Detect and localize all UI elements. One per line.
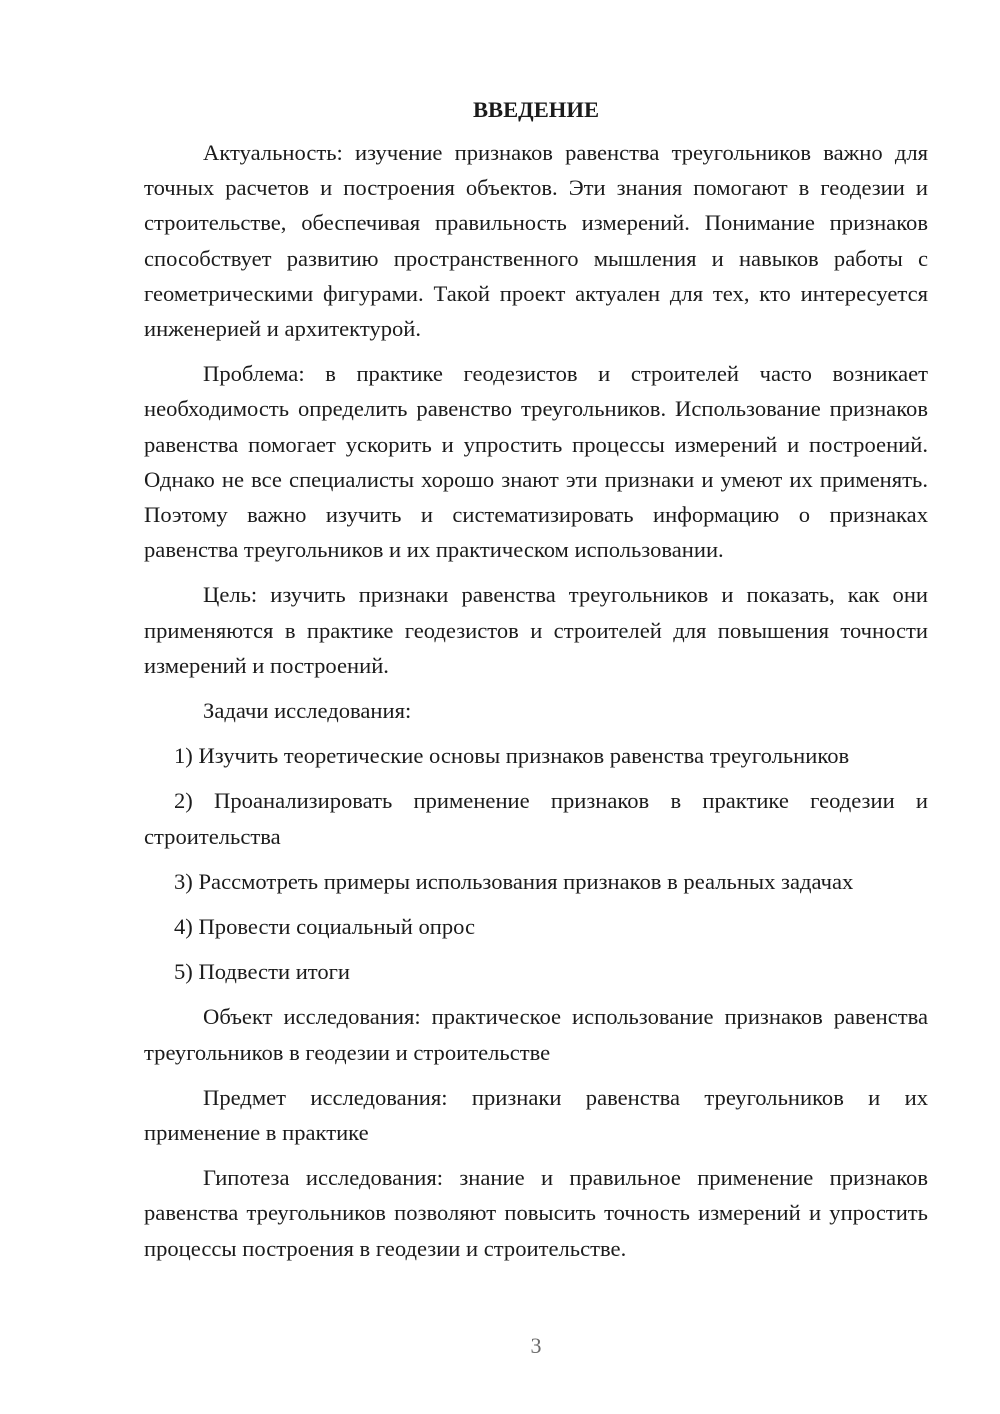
page-content xyxy=(144,92,928,1276)
list-item: 4) Провести социальный опрос xyxy=(174,914,476,940)
list-item: 2) Проанализировать применение признаков в практике геодезии и строительства xyxy=(144,788,928,849)
paragraph-relevance: Актуальность: изучение признаков равенства треугольников важно для точных расчетов и построения объектов. Эти знания помогают в геодезии и строительстве, обеспечивая правильность измерений. Понимание признаков способствует развитию пространственного мышления и навыков работы с геометрическими фигурами. Такой проект актуален для тех, кто интересуется инженерией и архитектурой. xyxy=(144,140,928,342)
tasks-title: Задачи исследования: xyxy=(203,698,412,724)
paragraph-object: Объект исследования: практическое использование признаков равенства треугольников в геодезии и строительстве xyxy=(144,1004,928,1065)
paragraph-goal: Цель: изучить признаки равенства треугольников и показать, как они применяются в практике геодезистов и строителей для повышения точности измерений и построений. xyxy=(144,582,928,678)
page-number: 3 xyxy=(530,1333,542,1358)
tasks-list xyxy=(144,738,928,989)
list-item: 1) Изучить теоретические основы признаков равенства треугольников xyxy=(174,743,850,769)
list-item: 5) Подвести итоги xyxy=(174,959,351,985)
paragraph-hypothesis: Гипотеза исследования: знание и правильное применение признаков равенства треугольников позволяют повысить точность измерений и упростить процессы построения в геодезии и строительстве. xyxy=(144,1165,928,1261)
paragraph-subject: Предмет исследования: признаки равенства треугольников и их применение в практике xyxy=(144,1084,928,1146)
paragraph-problem: Проблема: в практике геодезистов и строителей часто возникает необходимость определить равенство треугольников. Использование признаков равенства помогает ускорить и упростить процессы измерений и построений. Однако не все специалисты хорошо знают эти признаки и умеют их применять. Поэтому важно изучить и систематизировать информацию о признаках равенства треугольников и их практическом использовании. xyxy=(144,361,928,563)
section-heading: ВВЕДЕНИЕ xyxy=(472,97,600,122)
list-item: 3) Рассмотреть примеры использования признаков в реальных задачах xyxy=(174,868,854,894)
